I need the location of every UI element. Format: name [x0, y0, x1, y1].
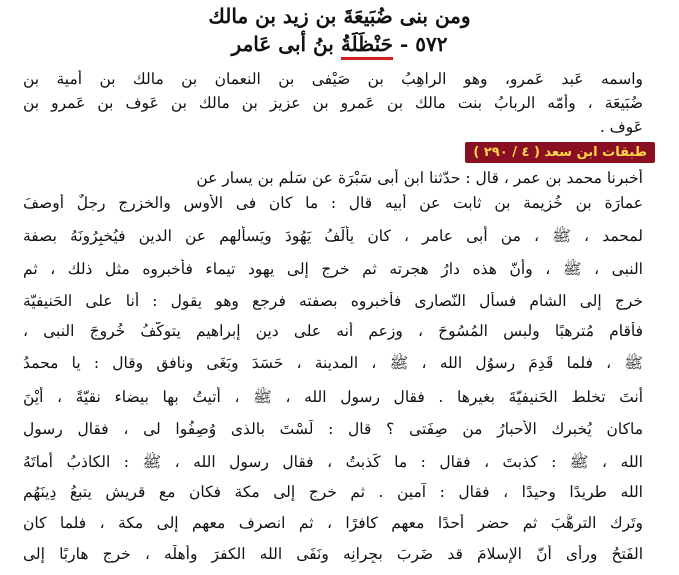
- entry-number: ٥٧٢: [415, 32, 448, 56]
- body-line: ﷺ ، فلما قَدِمَ رسوُل الله ، ﷺ ، المدينة ، حَسَدَ وبَغَى ونافق وقال : يا محمدُ: [23, 354, 643, 372]
- body-line: ماكان يُخبرك الأحبارُ من صِفَتى ؟ قال : لَسْتَ بالذى وُصِفُوا لى ، فقال رسول: [23, 420, 643, 438]
- intro-prefix: واسمه: [600, 70, 643, 88]
- body-line: لمحمد ، ﷺ ، من أبى عامر ، كان يألَفُ يَهُودَ ويَسألهم عن الدين فيُخبِرُونَهُ بصفة: [23, 227, 643, 245]
- entry-dash: -: [399, 32, 409, 56]
- body-line: الله ، ﷺ : كذبتَ ، فقال : ما كَذبتُ ، فقال رسول الله ، ﷺ : الكاذبُ أماتَهُ: [23, 453, 643, 471]
- entry-name-rest: بنُ أبى عَامر: [231, 32, 334, 56]
- body-line: فأقام مُترهبًا ولبس المُسُوحَ ، وزعم أنه على دين إبراهيم يتوكّفُ خُروجَ النبى ،: [23, 322, 643, 340]
- body-line: الفَتحُ ورأى أنّ الإسلامَ قد ضَربَ بجِرانِه ونَفَى الله الكفرَ وأهلَه ، خرج هاربًا إلى: [23, 545, 643, 563]
- source-reference-badge: طبقات ابن سعد ( ٤ / ٢٩٠ ): [465, 142, 655, 163]
- body-line: النبى ، ﷺ ، وأنّ هذه دارُ هجرته ثم خرج إلى يهود تيماء فأخبروه مثل ذلك ، ثم: [23, 260, 643, 278]
- intro-line-1: [23, 70, 643, 88]
- intro-name-highlight: عَبد عَمرو: [510, 70, 584, 88]
- tribe-heading: ومن بنى ضُبَيعَةَ بن زيد بن مالك: [208, 4, 471, 28]
- body-line: الله طريدًا وحيدًا ، فقال : آمين . ثم خرج إلى مكة فكان مع قريش يتبعُ دِينَهُم: [23, 483, 643, 501]
- entry-heading: [0, 32, 679, 56]
- body-line: وتَرك الترهُّبَ ثم حضر أُحدًا معهم كافرًا ، ثم انصرف معهم إلى مكة ، فلما كان: [23, 514, 643, 532]
- body-line: أخبرنا محمد بن عمر ، قال : حدّثنا ابن أبى سَبْرَة عن سَلم بن يسار عن: [196, 169, 643, 187]
- body-line: أنتَ تخلط الحَنيفيّةَ بغيرها . فقال رسول الله ، ﷺ ، أتيتُ بها بيضاء نقيّةً ، أيْنَ: [23, 388, 643, 406]
- intro-rest: ، وهو الراهِبُ بن صَيْفى بن النعمان بن مالك بن أمية بن: [23, 70, 510, 88]
- entry-name-highlight: حَنْظَلَةُ: [341, 32, 393, 60]
- intro-line-3: عَوف .: [599, 118, 643, 136]
- body-line: عمارَة بن خُزيمة بن ثابت عن أبيه قال : ما كان فى الأوس والخزرج رجلٌ أوصفَ: [23, 194, 643, 212]
- body-line: خرج إلى الشام فسأل النّصارى فأخبروه بصفته فرجع وهو يقول : أنا على الحَنيفيّة: [23, 292, 643, 310]
- intro-line-2: ضُبَيعَة ، وأمّه الربابُ بنت مالك بن عَمرو بن عزيز بن مالك بن عَوف بن عَمرو بن: [23, 94, 643, 112]
